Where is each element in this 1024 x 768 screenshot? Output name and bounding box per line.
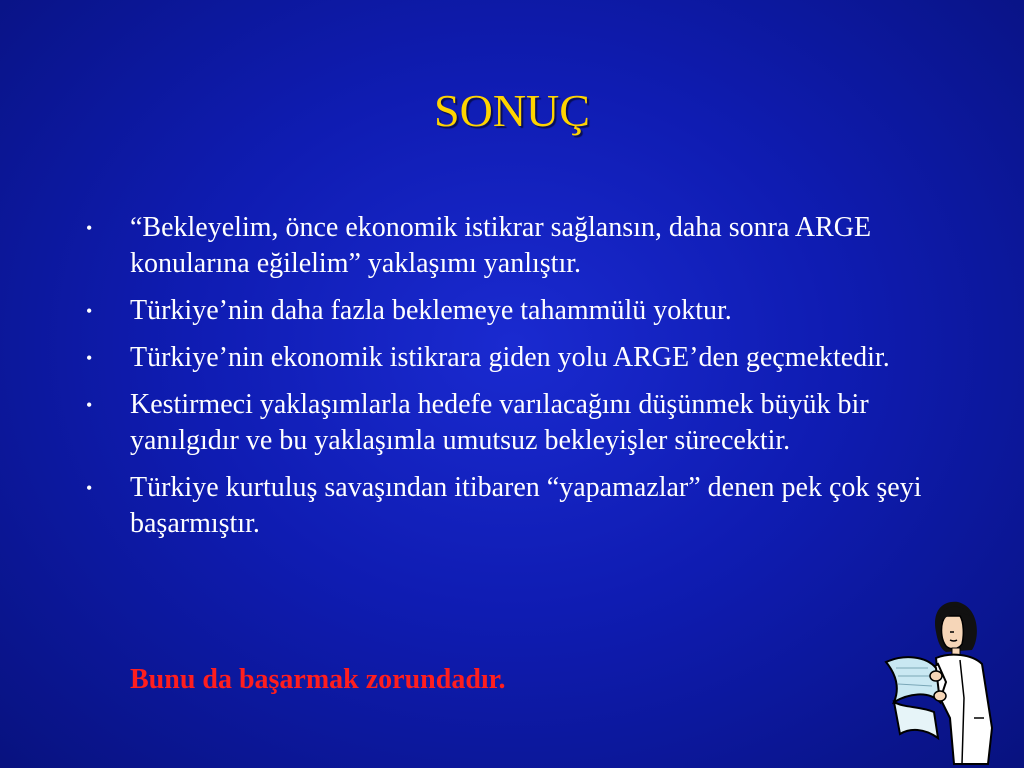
bullet-item [86,293,956,329]
bullet-icon: • [86,218,93,238]
slide-title: SONUÇ [434,85,590,136]
bullet-item [86,387,956,459]
bullet-icon: • [86,301,93,321]
bullet-item [86,470,956,542]
woman-reading-clipart-icon [880,598,1020,768]
bullet-text: Kestirmeci yaklaşımlarla hedefe varılacağını düşünmek büyük bir yanılgıdır ve bu yaklaşımla umutsuz bekleyişler sürecektir. [130,389,869,456]
bullet-text: Türkiye kurtuluş savaşından itibaren “yapamazlar” denen pek çok şeyi başarmıştır. [130,472,922,539]
bullet-icon: • [86,478,93,498]
bullet-text: Türkiye’nin ekonomik istikrara giden yolu ARGE’den geçmektedir. [130,342,890,373]
bullet-icon: • [86,348,93,368]
bullet-item [86,210,956,282]
bullet-item [86,340,956,376]
bullet-text: Türkiye’nin daha fazla beklemeye tahammülü yoktur. [130,295,732,326]
bullet-text: “Bekleyelim, önce ekonomik istikrar sağlansın, daha sonra ARGE konularına eğilelim” yaklaşımı yanlıştır. [130,212,872,279]
bullet-icon: • [86,395,93,415]
bullet-list [86,210,956,553]
conclusion-text: Bunu da başarmak zorundadır. [130,664,506,695]
